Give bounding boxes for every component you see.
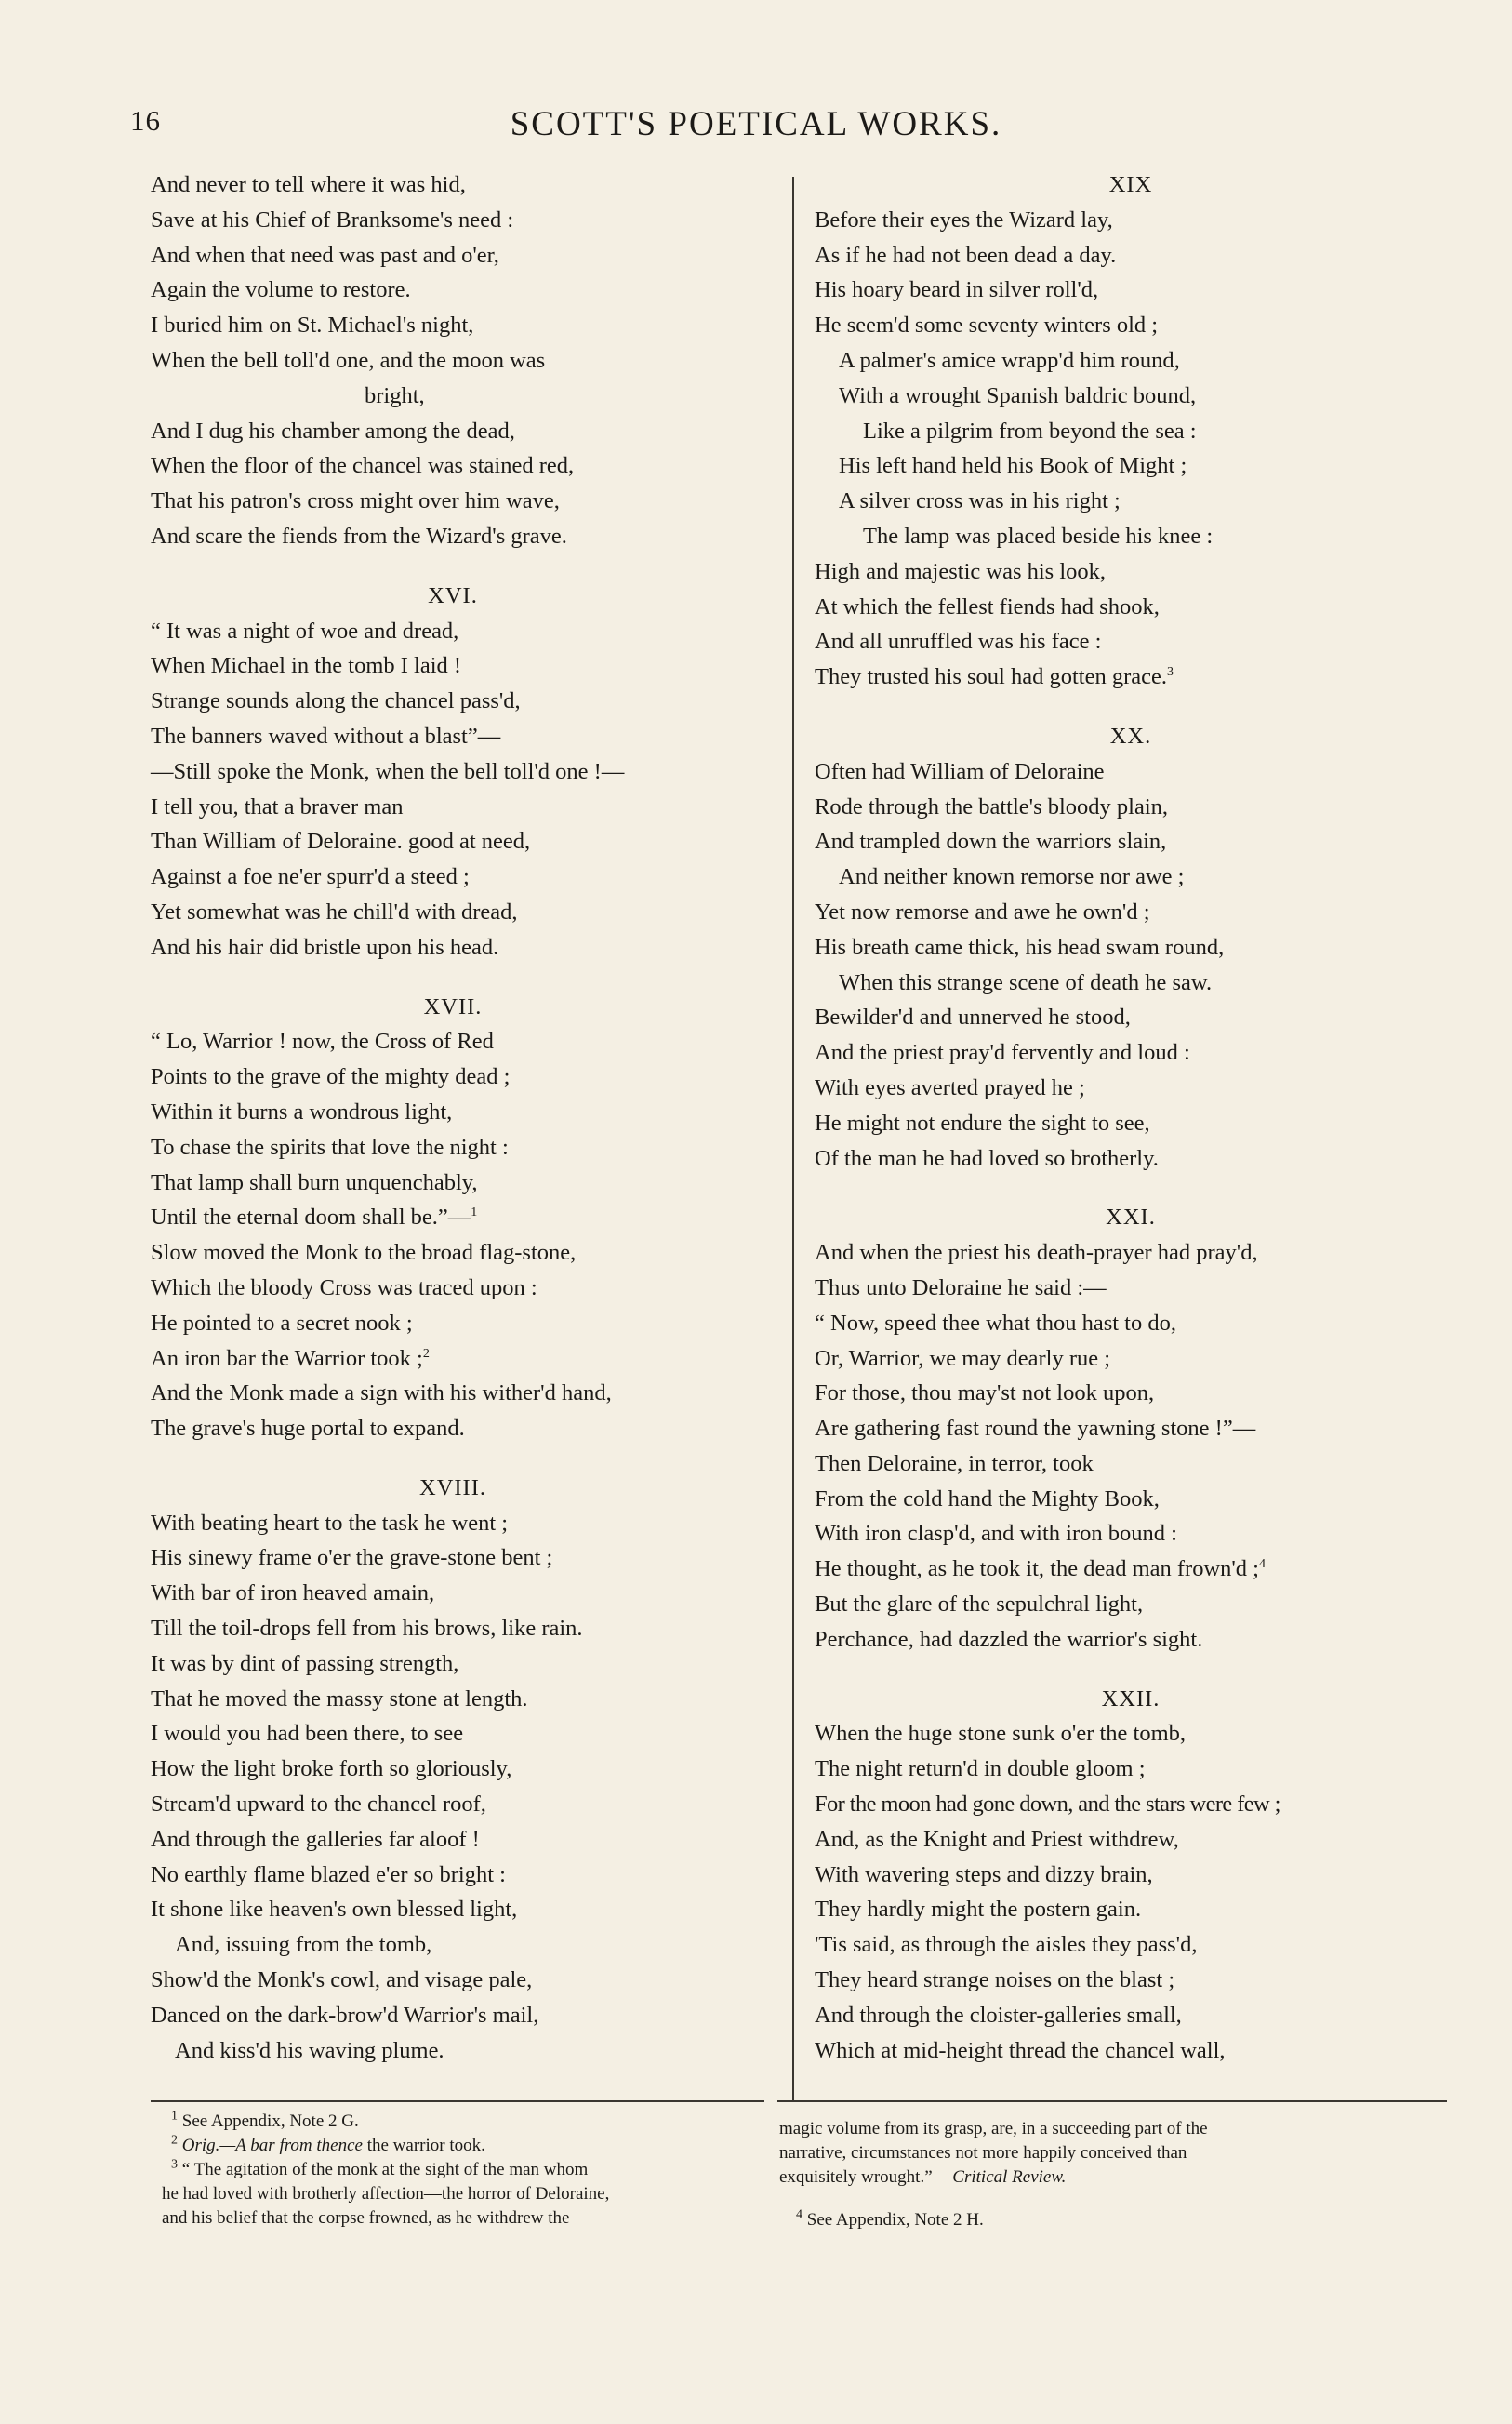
footnote-marker: 4 bbox=[796, 2207, 802, 2222]
verse-line: Before their eyes the Wizard lay, bbox=[815, 206, 1113, 233]
verse-line: But the glare of the sepulchral light, bbox=[815, 1592, 1144, 1618]
stanza-xvi bbox=[151, 614, 755, 966]
verse-line: It was by dint of passing strength, bbox=[151, 1650, 459, 1676]
verse-line: The grave's huge portal to expand. bbox=[151, 1416, 465, 1442]
verse-line-text: They trusted his soul had gotten grace. bbox=[815, 664, 1167, 690]
verse-line: Danced on the dark-brow'd Warrior's mail, bbox=[151, 2002, 539, 2028]
verse-line: Of the man he had loved so brotherly. bbox=[815, 1145, 1159, 1171]
verse-line: With eyes averted prayed he ; bbox=[815, 1074, 1085, 1100]
right-column bbox=[815, 167, 1447, 2068]
verse-line: Which at mid-height thread the chancel wall, bbox=[815, 2037, 1226, 2063]
verse-line: Like a pilgrim from beyond the sea : bbox=[863, 418, 1197, 444]
footnote-marker: 2 bbox=[171, 2133, 178, 2148]
stanza-heading-xxii: XXII. bbox=[1101, 1685, 1161, 1711]
footnote-1 bbox=[162, 2110, 757, 2134]
stanza-heading-xvii: XVII. bbox=[423, 993, 483, 1019]
verse-line: Points to the grave of the mighty dead ; bbox=[151, 1064, 511, 1090]
verse-line: Thus unto Deloraine he said :— bbox=[815, 1274, 1107, 1300]
footnote-ref: 1 bbox=[471, 1205, 478, 1220]
verse-line: With wavering steps and dizzy brain, bbox=[815, 1861, 1153, 1887]
running-title: SCOTT'S POETICAL WORKS. bbox=[510, 105, 1002, 143]
verse-line: I tell you, that a braver man bbox=[151, 793, 404, 819]
footnote-gap bbox=[779, 2190, 1449, 2208]
stanza-xx bbox=[815, 754, 1447, 1177]
verse-line: Stream'd upward to the chancel roof, bbox=[151, 1791, 486, 1818]
verse-line: That he moved the massy stone at length. bbox=[151, 1685, 528, 1711]
left-column bbox=[151, 167, 755, 2068]
verse-line: The night return'd in double gloom ; bbox=[815, 1756, 1146, 1782]
verse-line: For those, thou may'st not look upon, bbox=[815, 1380, 1155, 1406]
verse-line: As if he had not been dead a day. bbox=[815, 242, 1117, 268]
verse-line: Yet somewhat was he chill'd with dread, bbox=[151, 899, 518, 925]
verse-line: He seem'd some seventy winters old ; bbox=[815, 313, 1159, 339]
footnote-text-line: and his belief that the corpse frowned, as he withdrew the bbox=[162, 2208, 570, 2228]
column-divider bbox=[792, 177, 794, 2102]
verse-line: “ Lo, Warrior ! now, the Cross of Red bbox=[151, 1029, 494, 1055]
stanza-heading-xx: XX. bbox=[1109, 723, 1152, 749]
stanza-heading-xvi: XVI. bbox=[428, 582, 478, 608]
footnote-ref: 3 bbox=[1166, 665, 1174, 679]
verse-line: Save at his Chief of Branksome's need : bbox=[151, 206, 514, 233]
verse-line: And, issuing from the tomb, bbox=[175, 1932, 432, 1958]
verse-line: The lamp was placed beside his knee : bbox=[863, 523, 1214, 549]
verse-line: Than William of Deloraine. good at need, bbox=[151, 829, 531, 855]
verse-line: How the light broke forth so gloriously, bbox=[151, 1756, 512, 1782]
verse-line: From the cold hand the Mighty Book, bbox=[815, 1485, 1160, 1512]
verse-line: Are gathering fast round the yawning stone !”— bbox=[815, 1416, 1256, 1442]
verse-line: No earthly flame blazed e'er so bright : bbox=[151, 1861, 506, 1887]
page-number: 16 bbox=[130, 104, 161, 137]
footnote-label: Orig.—A bar from thence bbox=[181, 2136, 363, 2155]
verse-line: His breath came thick, his head swam round, bbox=[815, 934, 1225, 960]
footnote-text: See Appendix, Note 2 G. bbox=[181, 2111, 359, 2131]
page-header bbox=[0, 104, 1512, 151]
verse-line: And all unruffled was his face : bbox=[815, 629, 1102, 655]
verse-line: And I dug his chamber among the dead, bbox=[151, 418, 515, 444]
verse-line: His sinewy frame o'er the grave-stone bent ; bbox=[151, 1545, 553, 1571]
verse-line: A palmer's amice wrapp'd him round, bbox=[839, 347, 1180, 373]
footnote-attribution: —Critical Review. bbox=[936, 2167, 1067, 2187]
verse-line: Yet now remorse and awe he own'd ; bbox=[815, 899, 1150, 925]
footnote-text-line bbox=[779, 2165, 1449, 2190]
footnote-marker: 1 bbox=[171, 2109, 178, 2124]
verse-line: Then Deloraine, in terror, took bbox=[815, 1450, 1094, 1476]
verse-line: “ It was a night of woe and dread, bbox=[151, 618, 459, 644]
stanza-xxi bbox=[815, 1235, 1447, 1658]
verse-line: Till the toil-drops fell from his brows, like rain. bbox=[151, 1616, 583, 1642]
verse-line: And neither known remorse nor awe ; bbox=[839, 864, 1185, 890]
verse-line: With beating heart to the task he went ; bbox=[151, 1510, 509, 1536]
verse-line: Strange sounds along the chancel pass'd, bbox=[151, 688, 521, 714]
verse-line: Perchance, had dazzled the warrior's sight. bbox=[815, 1626, 1203, 1652]
verse-line: Again the volume to restore. bbox=[151, 277, 411, 303]
footnote-text: “ The agitation of the monk at the sight of the man whom bbox=[181, 2160, 589, 2179]
footnote-rule-left bbox=[151, 2100, 764, 2102]
stanza-heading-xxi: XXI. bbox=[1106, 1205, 1156, 1231]
verse-line: To chase the spirits that love the night : bbox=[151, 1134, 509, 1160]
verse-line: Slow moved the Monk to the broad flag-stone, bbox=[151, 1240, 577, 1266]
verse-line: And, as the Knight and Priest withdrew, bbox=[815, 1826, 1179, 1852]
verse-line: The banners waved without a blast”— bbox=[151, 723, 501, 749]
footnote-2 bbox=[162, 2134, 757, 2158]
verse-line: And the priest pray'd fervently and loud : bbox=[815, 1040, 1190, 1066]
footnote-4 bbox=[779, 2208, 1449, 2232]
verse-line: And kiss'd his waving plume. bbox=[175, 2037, 444, 2063]
footnote-text: See Appendix, Note 2 H. bbox=[806, 2210, 984, 2230]
verse-line: 'Tis said, as through the aisles they pass'd, bbox=[815, 1932, 1198, 1958]
verse-line: His hoary beard in silver roll'd, bbox=[815, 277, 1099, 303]
verse-line: At which the fellest fiends had shook, bbox=[815, 593, 1160, 619]
verse-line: “ Now, speed thee what thou hast to do, bbox=[815, 1310, 1176, 1336]
verse-line-wrap: bright, bbox=[365, 382, 425, 408]
verse-line: And when that need was past and o'er, bbox=[151, 242, 499, 268]
verse-line: And never to tell where it was hid, bbox=[151, 172, 466, 197]
verse-line: And trampled down the warriors slain, bbox=[815, 829, 1167, 855]
verse-line: And through the galleries far aloof ! bbox=[151, 1826, 480, 1852]
verse-line: And scare the fiends from the Wizard's grave. bbox=[151, 523, 567, 549]
verse-line: For the moon had gone down, and the stars were few ; bbox=[815, 1791, 1280, 1818]
verse-line: And when the priest his death-prayer had pray'd, bbox=[815, 1240, 1258, 1266]
verse-line: He might not endure the sight to see, bbox=[815, 1110, 1150, 1136]
verse-line: When the huge stone sunk o'er the tomb, bbox=[815, 1721, 1187, 1747]
stanza-xix bbox=[815, 203, 1447, 695]
verse-line: And through the cloister-galleries small, bbox=[815, 2002, 1182, 2028]
verse-line: Rode through the battle's bloody plain, bbox=[815, 793, 1169, 819]
stanza-intro bbox=[151, 167, 755, 554]
footnote-marker: 3 bbox=[171, 2157, 178, 2172]
verse-line: Against a foe ne'er spurr'd a steed ; bbox=[151, 864, 470, 890]
stanza-xxii bbox=[815, 1716, 1447, 2068]
verse-line: —Still spoke the Monk, when the bell toll'd one !— bbox=[151, 758, 625, 784]
verse-line: A silver cross was in his right ; bbox=[839, 488, 1121, 514]
verse-line: I buried him on St. Michael's night, bbox=[151, 313, 474, 339]
verse-line: Which the bloody Cross was traced upon : bbox=[151, 1274, 537, 1300]
verse-line: When the floor of the chancel was stained red, bbox=[151, 453, 575, 479]
verse-line bbox=[151, 1200, 755, 1235]
footnote-text: exquisitely wrought.” bbox=[779, 2167, 933, 2187]
verse-line-text: An iron bar the Warrior took ; bbox=[151, 1345, 423, 1371]
verse-line: That his patron's cross might over him wave, bbox=[151, 488, 560, 514]
footnote-ref: 2 bbox=[422, 1346, 430, 1361]
footnote-3 bbox=[162, 2158, 757, 2182]
footnotes-right bbox=[779, 2117, 1449, 2232]
footnote-text-line: magic volume from its grasp, are, in a succeeding part of the bbox=[779, 2119, 1208, 2138]
verse-line: When Michael in the tomb I laid ! bbox=[151, 653, 462, 679]
verse-line bbox=[151, 1341, 755, 1377]
verse-line: And his hair did bristle upon his head. bbox=[151, 934, 499, 960]
footnote-text-line: he had loved with brotherly affection—the horror of Deloraine, bbox=[162, 2184, 610, 2204]
verse-line: With iron clasp'd, and with iron bound : bbox=[815, 1521, 1177, 1547]
verse-line: Bewilder'd and unnerved he stood, bbox=[815, 1005, 1131, 1031]
footnote-text: the warrior took. bbox=[362, 2136, 485, 2155]
verse-line: I would you had been there, to see bbox=[151, 1721, 464, 1747]
verse-line bbox=[151, 343, 755, 379]
stanza-heading-xviii: XVIII. bbox=[419, 1474, 486, 1500]
verse-line: Often had William of Deloraine bbox=[815, 758, 1105, 784]
verse-line: With a wrought Spanish baldric bound, bbox=[839, 382, 1197, 408]
verse-line: They heard strange noises on the blast ; bbox=[815, 1967, 1175, 1993]
stanza-xvii bbox=[151, 1024, 755, 1446]
footnotes-left bbox=[162, 2110, 757, 2231]
stanza-heading-xix: XIX bbox=[1108, 172, 1153, 197]
verse-line-text: When the bell toll'd one, and the moon was bbox=[151, 347, 546, 373]
verse-line bbox=[815, 659, 1447, 695]
footnote-rule-right bbox=[777, 2100, 1447, 2102]
verse-line: He pointed to a secret nook ; bbox=[151, 1310, 413, 1336]
stanza-xviii bbox=[151, 1506, 755, 2069]
verse-line-text: He thought, as he took it, the dead man frown'd ; bbox=[815, 1556, 1259, 1582]
footnote-text-line: narrative, circumstances not more happily conceived than bbox=[779, 2143, 1187, 2163]
verse-line: That lamp shall burn unquenchably, bbox=[151, 1169, 478, 1195]
verse-line: Show'd the Monk's cowl, and visage pale, bbox=[151, 1967, 533, 1993]
verse-line: It shone like heaven's own blessed light, bbox=[151, 1897, 518, 1923]
verse-line-text: Until the eternal doom shall be.”— bbox=[151, 1205, 471, 1231]
verse-line: When this strange scene of death he saw. bbox=[839, 969, 1213, 995]
verse-line: With bar of iron heaved amain, bbox=[151, 1580, 435, 1606]
verse-line: They hardly might the postern gain. bbox=[815, 1897, 1142, 1923]
verse-line: His left hand held his Book of Might ; bbox=[839, 453, 1187, 479]
verse-line: High and majestic was his look, bbox=[815, 558, 1107, 584]
verse-line bbox=[815, 1552, 1447, 1587]
verse-line: And the Monk made a sign with his wither'd hand, bbox=[151, 1380, 612, 1406]
verse-line: Or, Warrior, we may dearly rue ; bbox=[815, 1345, 1111, 1371]
verse-line: Within it burns a wondrous light, bbox=[151, 1099, 453, 1125]
footnote-ref: 4 bbox=[1258, 1557, 1266, 1572]
